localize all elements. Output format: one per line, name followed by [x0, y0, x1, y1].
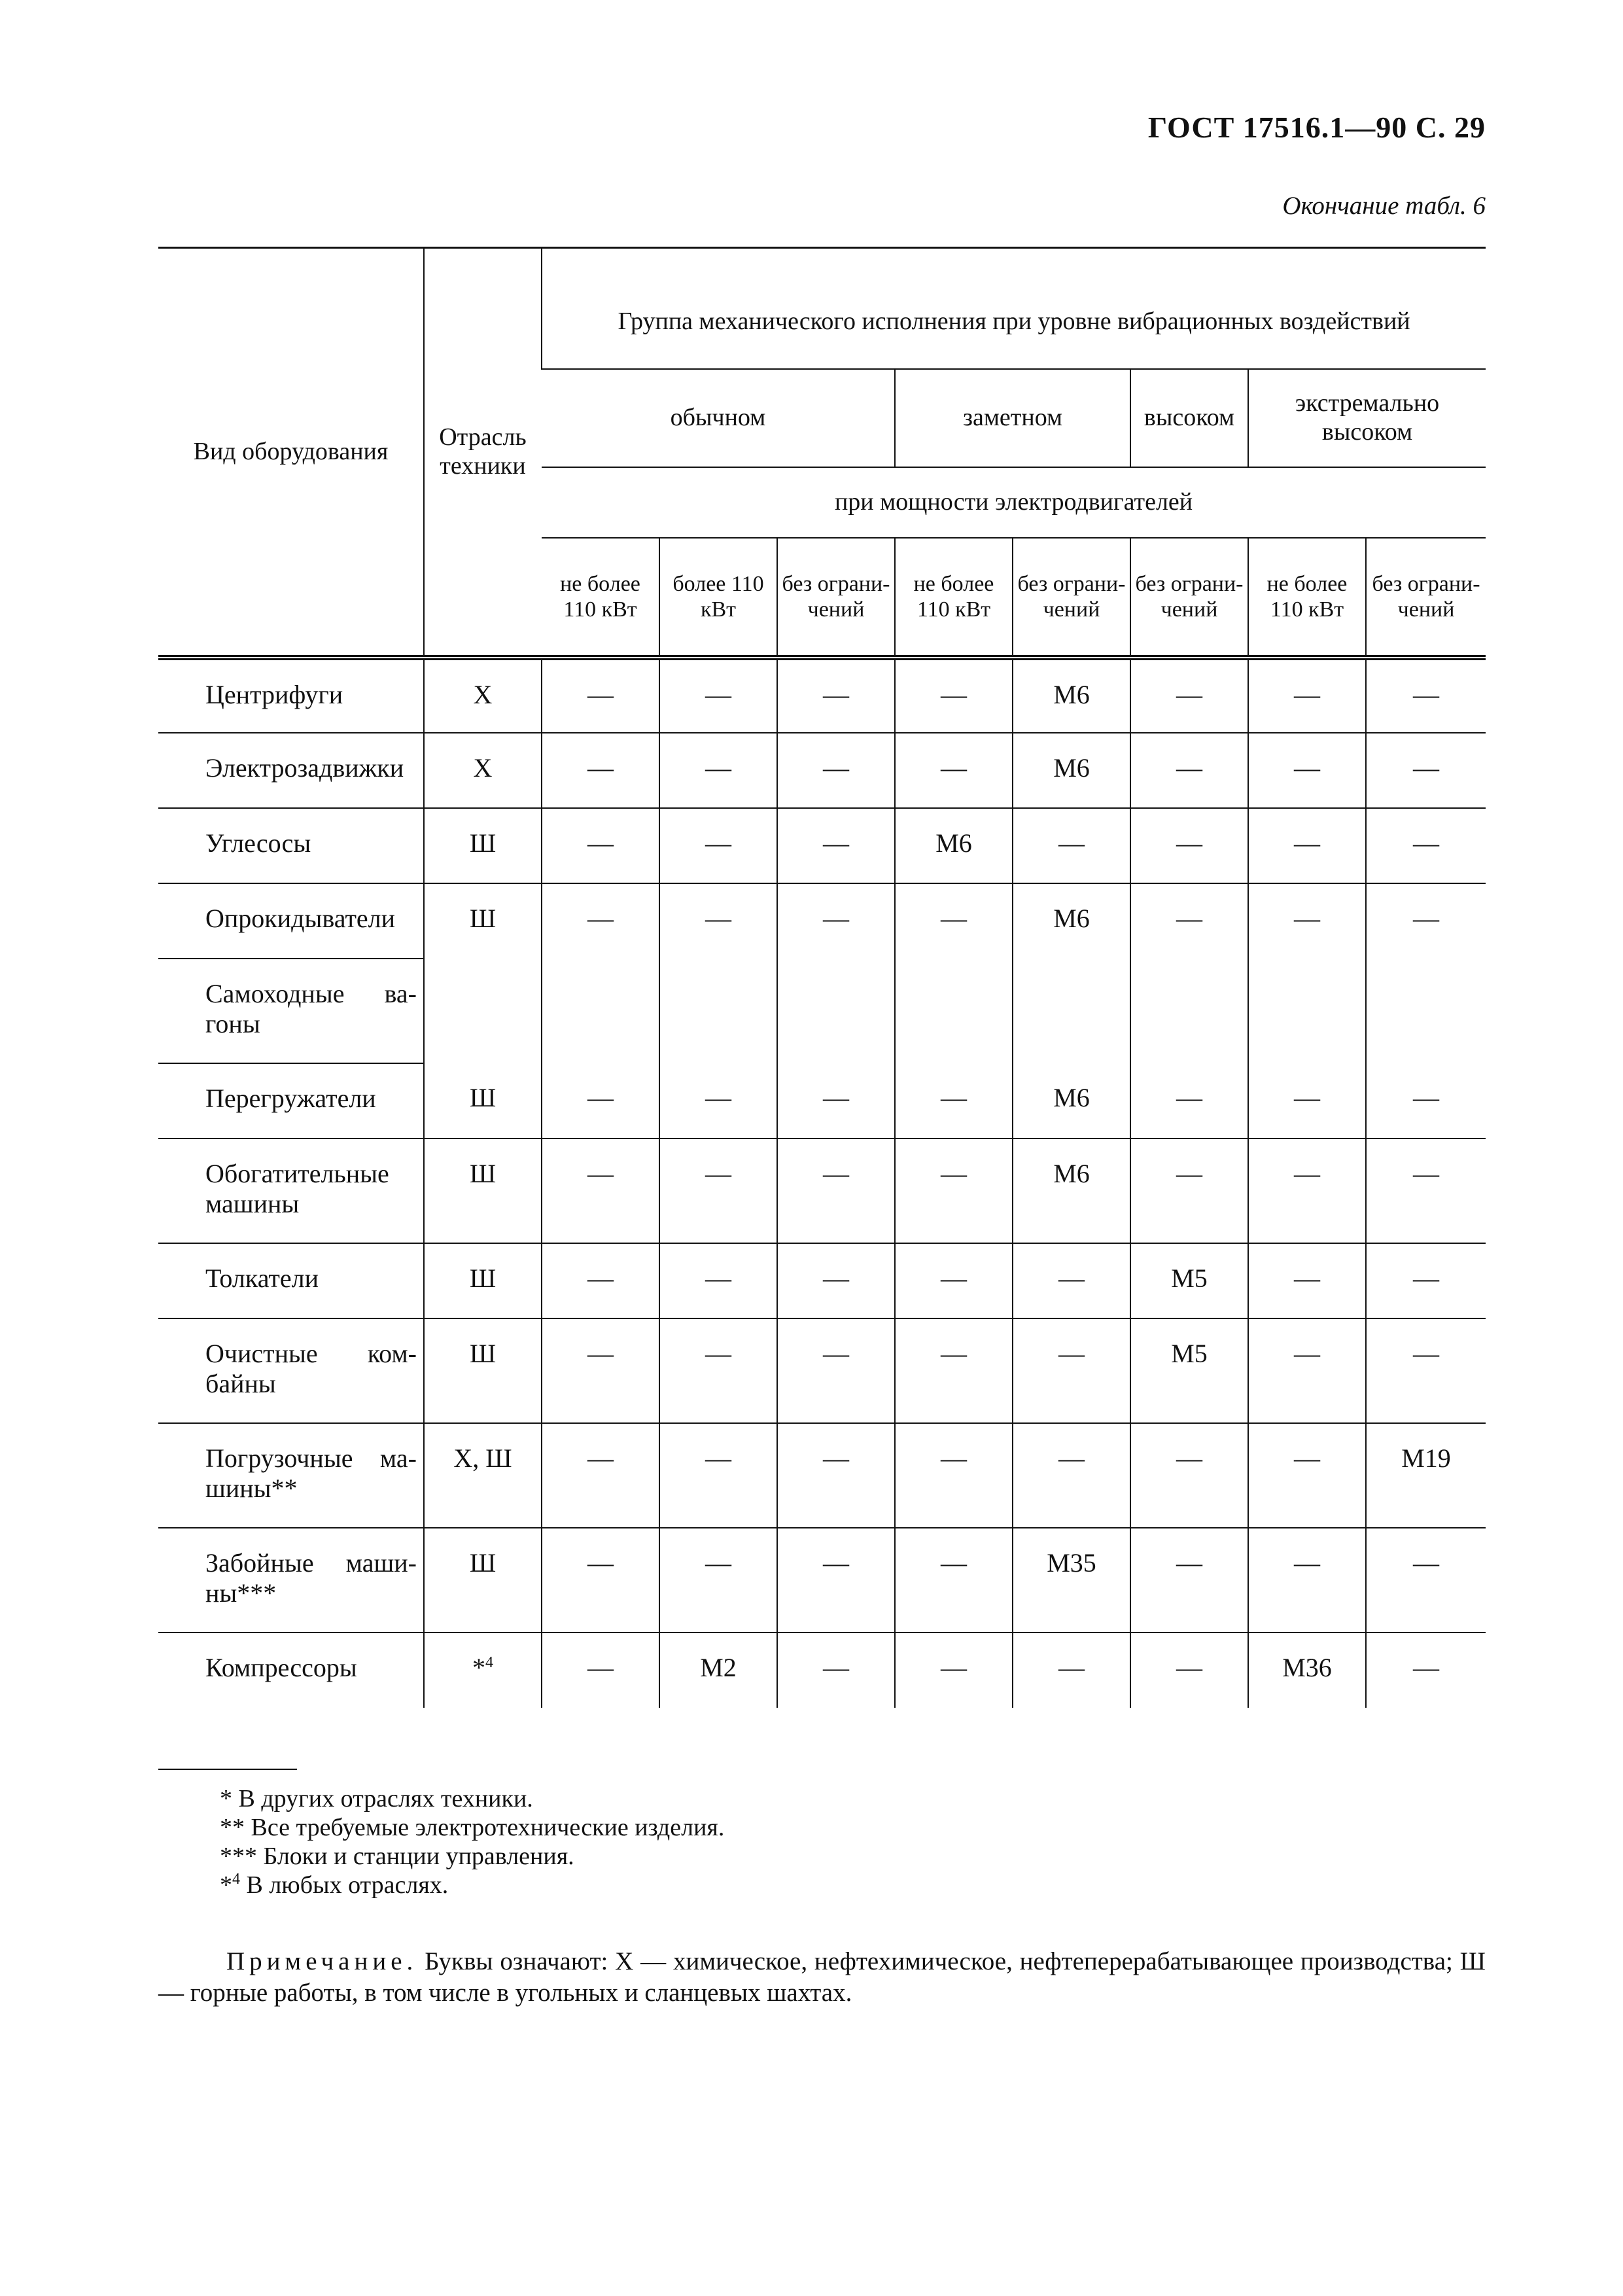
table-caption: Окончание табл. 6	[1282, 192, 1486, 220]
table-row	[158, 808, 1486, 883]
level-high: высоком	[1130, 369, 1248, 467]
value-cell: —	[777, 1318, 895, 1423]
table-row	[158, 883, 1486, 959]
value-cell: —	[1248, 1243, 1366, 1318]
value-cell: —	[895, 1528, 1013, 1633]
equipment-name: Перегружатели	[158, 1063, 424, 1139]
branch-cell: Х	[424, 733, 542, 808]
value-cell: М6	[1013, 1139, 1130, 1243]
level-notable: заметном	[895, 369, 1130, 467]
value-cell: —	[1366, 1063, 1486, 1139]
value-cell: —	[777, 1243, 895, 1318]
value-cell: —	[1248, 1528, 1366, 1633]
value-cell: —	[1013, 1243, 1130, 1318]
value-cell: —	[659, 1318, 777, 1423]
table-row	[158, 1633, 1486, 1708]
footnote-1: * В других отраслях техники.	[220, 1785, 533, 1812]
value-cell: —	[895, 733, 1013, 808]
value-cell: —	[1130, 733, 1248, 808]
value-cell: —	[1366, 1243, 1486, 1318]
value-cell: —	[542, 883, 659, 1063]
value-cell: —	[1248, 808, 1366, 883]
value-cell: —	[1130, 1633, 1248, 1708]
value-cell: —	[1366, 808, 1486, 883]
branch-cell: Х, Ш	[424, 1423, 542, 1528]
value-cell: —	[542, 1423, 659, 1528]
value-cell: —	[542, 1243, 659, 1318]
value-cell: —	[777, 1528, 895, 1633]
level-normal: обычном	[670, 404, 766, 432]
equipment-name: Опрокидыватели	[158, 883, 424, 959]
value-cell: —	[895, 883, 1013, 1063]
table-row	[158, 1243, 1486, 1318]
value-cell: —	[542, 658, 659, 733]
value-cell: —	[542, 1139, 659, 1243]
branch-cell: Х	[424, 658, 542, 733]
value-cell: —	[659, 808, 777, 883]
footnote-4: *$^4$ В любых отраслях.	[220, 1871, 449, 1899]
table-row	[158, 733, 1486, 808]
value-cell: М6	[895, 808, 1013, 883]
value-cell: —	[659, 1528, 777, 1633]
value-cell: —	[777, 883, 895, 1063]
table-row	[158, 658, 1486, 733]
equipment-name: Очистные ком-байны	[158, 1318, 424, 1423]
equipment-name: Погрузочные ма-шины**	[158, 1423, 424, 1528]
value-cell: —	[659, 733, 777, 808]
equipment-name: Углесосы	[158, 808, 424, 883]
branch-cell: Ш	[424, 1528, 542, 1633]
page-header: ГОСТ 17516.1—90 С. 29	[1147, 111, 1486, 144]
value-cell: М5	[1130, 1318, 1248, 1423]
branch-cell: Ш	[424, 883, 542, 1063]
value-cell: —	[1366, 1528, 1486, 1633]
value-cell: —	[777, 808, 895, 883]
value-cell: —	[542, 733, 659, 808]
note-text: Буквы означают: Х — химическое, нефтехимическое, нефтеперерабатывающее производства; Ш — горные работы, в том числе в угольных и сланцевых шахтах.	[158, 1947, 1486, 2007]
value-cell: —	[659, 658, 777, 733]
value-cell: —	[1130, 883, 1248, 1063]
value-cell: —	[1013, 1633, 1130, 1708]
value-cell: М6	[1013, 1063, 1130, 1139]
branch-cell: *$^4$	[424, 1633, 542, 1708]
value-cell: М35	[1013, 1528, 1130, 1633]
value-cell: —	[659, 1423, 777, 1528]
value-cell: —	[542, 1528, 659, 1633]
value-cell: —	[777, 1139, 895, 1243]
note-label: Примечание.	[226, 1947, 418, 1975]
power-col-header: не более 110 кВт	[542, 538, 659, 658]
value-cell: —	[1366, 883, 1486, 1063]
value-cell: —	[1130, 808, 1248, 883]
value-cell: —	[659, 883, 777, 1063]
value-cell: —	[895, 1243, 1013, 1318]
table-row	[158, 1063, 1486, 1139]
value-cell: —	[1366, 1139, 1486, 1243]
equipment-name: Компрессоры	[205, 1653, 357, 1682]
footnote-rule	[158, 1769, 297, 1770]
note	[158, 1946, 1486, 2009]
equipment-table	[158, 249, 1486, 1708]
equipment-name: Электрозадвижки	[158, 733, 424, 808]
table-header	[158, 249, 1486, 658]
value-cell: —	[542, 1633, 659, 1708]
branch-cell: Ш	[424, 1139, 542, 1243]
equipment-name: Центрифуги	[158, 658, 424, 733]
value-cell: —	[1366, 1633, 1486, 1708]
value-cell: —	[895, 1063, 1013, 1139]
power-col-header: более 110 кВт	[659, 538, 777, 658]
value-cell: —	[895, 1423, 1013, 1528]
value-cell: —	[542, 808, 659, 883]
level-extreme: экстремально высоком	[1248, 369, 1486, 467]
value-cell: —	[777, 733, 895, 808]
table-row	[158, 1139, 1486, 1243]
power-col-header: без ограни-чений	[1366, 538, 1486, 658]
value-cell: —	[1248, 1423, 1366, 1528]
value-cell: —	[1248, 1063, 1366, 1139]
value-cell: —	[895, 1139, 1013, 1243]
value-cell: М6	[1013, 733, 1130, 808]
col-header-group: Группа механического исполнения при уровне вибрационных воздействий	[542, 249, 1486, 369]
value-cell: —	[1130, 658, 1248, 733]
value-cell: —	[1366, 733, 1486, 808]
value-cell: М6	[1013, 883, 1130, 1063]
footnotes	[220, 1784, 724, 1899]
footnote-3: *** Блоки и станции управления.	[220, 1843, 574, 1870]
value-cell: —	[777, 1423, 895, 1528]
value-cell: —	[542, 1318, 659, 1423]
value-cell: —	[1013, 1423, 1130, 1528]
power-col-header: без ограни-чений	[1130, 538, 1248, 658]
equipment-name: Забойные маши-ны***	[158, 1528, 424, 1633]
power-col-header: не более 110 кВт	[1248, 538, 1366, 658]
value-cell: —	[1366, 658, 1486, 733]
value-cell: —	[1130, 1423, 1248, 1528]
value-cell: —	[1248, 733, 1366, 808]
power-header: при мощности электродвигателей	[834, 488, 1193, 516]
table-body	[158, 658, 1486, 1708]
col-header-equipment: Вид оборудования	[158, 249, 424, 658]
value-cell: —	[1366, 1318, 1486, 1423]
branch-cell: Ш	[424, 1063, 542, 1139]
value-cell: М19	[1366, 1423, 1486, 1528]
value-cell: —	[1248, 1139, 1366, 1243]
table-row	[158, 1528, 1486, 1633]
value-cell: —	[1130, 1063, 1248, 1139]
branch-cell: Ш	[424, 808, 542, 883]
value-cell: —	[777, 658, 895, 733]
branch-cell: Ш	[424, 1318, 542, 1423]
value-cell: —	[895, 658, 1013, 733]
power-col-header: без ограни-чений	[777, 538, 895, 658]
value-cell: —	[777, 1063, 895, 1139]
value-cell: —	[1248, 658, 1366, 733]
table-row	[158, 1423, 1486, 1528]
value-cell: —	[1013, 1318, 1130, 1423]
power-col-header: не более 110 кВт	[895, 538, 1013, 658]
footnote-2: ** Все требуемые электротехнические изделия.	[220, 1814, 725, 1841]
value-cell: —	[1130, 1528, 1248, 1633]
value-cell: М5	[1130, 1243, 1248, 1318]
value-cell: —	[895, 1633, 1013, 1708]
value-cell: —	[895, 1318, 1013, 1423]
branch-cell: Ш	[424, 1243, 542, 1318]
value-cell: —	[659, 1063, 777, 1139]
value-cell: —	[1248, 1318, 1366, 1423]
power-col-header: без ограни-чений	[1013, 538, 1130, 658]
value-cell: М2	[659, 1633, 777, 1708]
value-cell: М36	[1248, 1633, 1366, 1708]
equipment-name: Самоходные ва-гоны	[158, 959, 424, 1063]
value-cell: М6	[1013, 658, 1130, 733]
value-cell: —	[1130, 1139, 1248, 1243]
value-cell: —	[659, 1139, 777, 1243]
value-cell: —	[542, 1063, 659, 1139]
col-header-branch: Отрасль техники	[424, 249, 542, 658]
value-cell: —	[1248, 883, 1366, 1063]
equipment-name: Толкатели	[158, 1243, 424, 1318]
value-cell: —	[777, 1633, 895, 1708]
value-cell: —	[659, 1243, 777, 1318]
value-cell: —	[1013, 808, 1130, 883]
equipment-name: Обогатительные машины	[158, 1139, 424, 1243]
table-row	[158, 1318, 1486, 1423]
